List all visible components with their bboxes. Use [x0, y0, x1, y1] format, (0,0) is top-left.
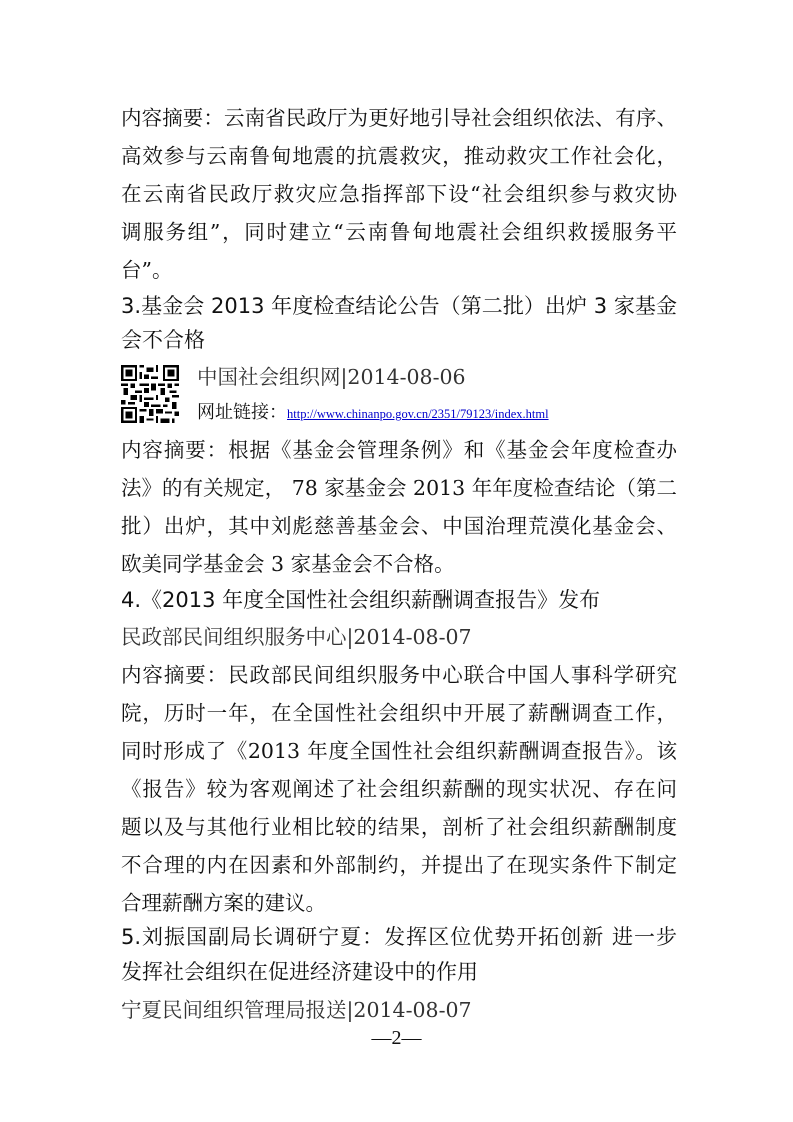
item3-title: 3.基金会 2013 年度检查结论公告（第二批）出炉 3 家基金: [121, 294, 677, 318]
item3-source: 中国社会组织网|2014-08-06: [197, 365, 466, 389]
item4-summary-line: 同时形成了《2013 年度全国性社会组织薪酬调查报告》。该: [121, 739, 677, 763]
item5-title: 5.刘振国副局长调研宁夏：发挥区位优势开拓创新 进一步: [121, 925, 677, 949]
item3-summary-line: 批）出炉，其中刘彪慈善基金会、中国治理荒漠化基金会、: [121, 514, 677, 538]
item2-summary-line: 台”。: [121, 258, 173, 282]
item2-summary-line: 高效参与云南鲁甸地震的抗震救灾，推动救灾工作社会化，: [121, 144, 677, 168]
item3-url-link[interactable]: http://www.chinanpo.gov.cn/2351/79123/index.html: [287, 407, 549, 421]
item3-summary-line: 法》的有关规定， 78 家基金会 2013 年年度检查结论（第二: [121, 476, 677, 500]
item4-title: 4.《2013 年度全国性社会组织薪酬调查报告》发布: [121, 588, 601, 612]
item4-summary-line: 合理薪酬方案的建议。: [121, 891, 326, 915]
item4-summary-line: 《报告》较为客观阐述了社会组织薪酬的现实状况、存在问: [121, 777, 677, 801]
item4-summary-line: 院，历时一年，在全国性社会组织中开展了薪酬调查工作，: [121, 701, 677, 725]
item4-summary-line: 内容摘要：民政部民间组织服务中心联合中国人事科学研究: [121, 663, 677, 687]
page-number: —2—: [371, 1027, 422, 1049]
item2-summary-line: 调服务组”，同时建立“云南鲁甸地震社会组织救援服务平: [121, 220, 677, 244]
item3-title-cont: 会不合格: [121, 328, 205, 352]
item4-summary-line: 不合理的内在因素和外部制约，并提出了在现实条件下制定: [121, 853, 677, 877]
item4-source: 民政部民间组织服务中心|2014-08-07: [121, 625, 472, 649]
item3-summary-line: 欧美同学基金会 3 家基金会不合格。: [121, 552, 455, 576]
qr-code-icon: [121, 365, 179, 423]
url-label: 网址链接：: [197, 402, 287, 423]
item3-summary-line: 内容摘要：根据《基金会管理条例》和《基金会年度检查办: [121, 438, 677, 462]
item5-source: 宁夏民间组织管理局报送|2014-08-07: [121, 998, 472, 1022]
item3-url-row: [197, 398, 549, 429]
item2-summary-line: 在云南省民政厅救灾应急指挥部下设“社会组织参与救灾协: [121, 182, 677, 206]
item5-title-cont: 发挥社会组织在促进经济建设中的作用: [121, 960, 478, 984]
item4-summary-line: 题以及与其他行业相比较的结果，剖析了社会组织薪酬制度: [121, 815, 677, 839]
item2-summary-line: 内容摘要：云南省民政厅为更好地引导社会组织依法、有序、: [121, 106, 677, 130]
